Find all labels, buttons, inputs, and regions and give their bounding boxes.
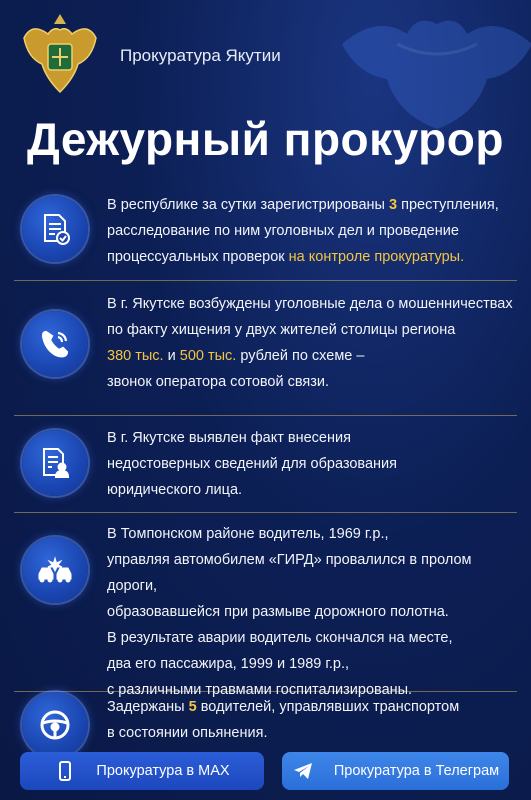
car-crash-icon — [22, 537, 88, 603]
item-text: В Томпонском районе водитель, 1969 г.р., управляя автомобилем «ГИРД» провалился в пролом дороги, образовавшейся при размыве дорожного полотна. В результате аварии водитель скончался на месте, два его пассажира, 1999 и 1989 г.р., с различными травмами госпитализированы. — [107, 526, 472, 698]
list-item — [14, 692, 517, 760]
item-text: В г. Якутске возбуждены уголовные дела о мошенничествах по факту хищения у двух жителей столицы региона 380 тыс. и 500 тыс. рублей по схеме – звонок оператора сотовой связи. — [107, 296, 513, 390]
telegram-button-label: Прокуратура в Телеграм — [333, 763, 500, 779]
document-person-icon — [22, 430, 88, 496]
item-text: Задержаны 5 водителей, управлявших транспортом в состоянии опьянения. — [107, 699, 460, 741]
items-list — [14, 182, 517, 760]
page-title: Дежурный прокурор — [27, 113, 504, 165]
smartphone-icon — [54, 760, 76, 782]
org-name: Прокуратура Якутии — [120, 46, 281, 65]
list-item — [14, 513, 517, 698]
telegram-icon — [292, 760, 314, 782]
item-text: В г. Якутске выявлен факт внесения недостоверных сведений для образования юридического лица. — [107, 430, 397, 498]
steering-wheel-icon — [22, 692, 88, 758]
max-button[interactable] — [20, 752, 264, 790]
max-button-label: Прокуратура в MAX — [96, 763, 230, 779]
item-text: В республике за сутки зарегистрированы 3 преступления, расследование по ним уголовных дел и проведение процессуальных проверок на контроле прокуратуры. — [107, 197, 499, 265]
list-item — [14, 182, 517, 281]
document-check-icon — [22, 196, 88, 262]
list-item — [14, 416, 517, 513]
list-item — [14, 281, 517, 416]
emblem-icon — [18, 8, 102, 98]
phone-call-icon — [22, 311, 88, 377]
header — [0, 0, 531, 110]
telegram-button[interactable] — [282, 752, 509, 790]
